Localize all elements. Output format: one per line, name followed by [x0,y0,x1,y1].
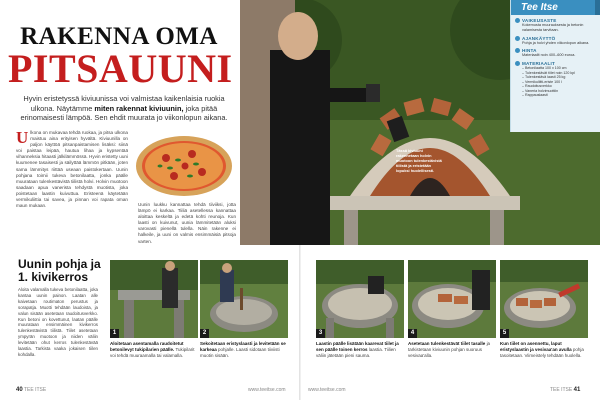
sidebar-box [510,0,600,132]
step-caption [110,341,198,358]
difficulty-icon [515,18,520,23]
step-photo-5 [500,260,588,338]
body-col1-text: lkona on mukavaa tehdä ruokaa, ja pitsa ulkona maistuu aina erityisen hyvältä. Kiviuunilla on paljon käyttöä pitsanpaistamisen lisäksi: siinä voi paistaa leipää, hautua lihaa ja kypsentää vihanneksia hitaasti jälkilämmössä. Hyvin eristetty uuni kuumenee tasaisesti ja säilyttää lämmön pitkään, joten sama lämmitys riittää useaan paistokertaan. Uunin pohjana toimii tukeva betonilaatta, jonka päälle muurataan tulenkestävistä tiilistä holvi. Holvin muotoon saadaan apua vanerista tehdystä muotista, joka poistetaan laastin kuivuttua. Eristeenä käytetään vermikuliittia tai savea, ja pinnan voi rapata oman maun mukaan. [16,130,128,209]
photo-callout: Tässä kiviuuni rakennetaan holvin muotoon tulenkestävistä tiilistä ja eristetään lopuksi huolellisesti. [396,148,442,173]
sidebar-text: Pohja ja holvi yhden viikonlopun aikana. [522,40,590,45]
step-5 [500,260,588,358]
material-item: – Betonilaatta 100 x 100 cm [522,66,596,71]
material-item: – Tulenkestävät tiilet noin 120 kpl [522,71,596,76]
sidebar-label: HINTA [522,48,537,54]
step-caption-bold: Sekoitetaan eristyslaasti ja levitetään se karkeaa [200,341,286,352]
step-caption-text: Tukipilarit voi tehdä muuraamalla tai valamalla. [110,346,195,358]
sidebar-section-time [511,33,600,46]
left-folio-url: www.teeitse.com [248,387,286,393]
right-folio [550,387,580,393]
section-title [18,258,101,284]
lead-tail: joka pitää erinomaisesti lämpöä. Sen ehdit muurata jo viikonlopun aikana. [20,103,228,122]
step-3 [316,260,404,358]
lead-bold: miten rakennat kiviuunin, [94,103,184,113]
pizza-illustration [132,128,236,200]
step-caption [200,341,288,358]
material-item: – Rappauslaasti [522,93,596,98]
step-caption-bold: Laastin päälle lisätään kaarevat tiilet ja sen päälle toinen kerros [316,341,399,352]
step-4 [408,260,496,358]
article-title [8,23,233,91]
sidebar-text: Materiaalit noin 400–600 euroa. [522,53,576,58]
clock-icon [515,36,520,41]
sidebar-label: MATERIAALIT [522,61,555,67]
sidebar-header-text: Tee Itse [521,2,558,13]
left-folio [16,387,46,393]
lead-intro: Hyvin eristetyssä kiviuunissa voi valmistaa kaikenlaisia ruokia ulkona. Näytämme [23,94,225,113]
drop-cap: U [16,130,29,147]
sidebar-label: AJANKÄYTTÖ [522,35,556,41]
step-photo-4 [408,260,496,338]
left-folio-brand: TEE ITSE [24,387,47,393]
step-photo-2 [200,260,288,338]
title-line-2: PITSAUUNI [8,46,233,91]
step-caption-bold: Asetetaan tulenkestävät tiilet tasalle [408,341,486,346]
sidebar-section-materials [511,58,600,98]
title-line-1: RAKENNA OMA [20,23,218,50]
lead-paragraph [14,94,234,123]
material-item: – Vaneria holvimuottiin [522,89,596,94]
material-item: – Vermikuliitti-eriste 100 l [522,80,596,85]
materials-list [515,66,596,98]
step-number: 5 [500,329,509,338]
sidebar-header-tab [595,0,600,15]
step-number: 2 [200,329,209,338]
step-caption-bold: Aloitetaan asentamalla raudoitetut betonilevyt tukipilarien päälle. [110,341,184,352]
step-caption-text: ja tarkistetaan kiviuunin pohjan suoruus vesivaa'alla. [408,341,491,358]
step-number: 3 [316,329,325,338]
body-column-1 [16,130,128,254]
step-caption-text: pohjalle. Laasti sidotaan tiiviisti muotin sisään. [200,346,280,358]
sidebar-section-price [511,45,600,58]
step-caption [500,341,588,358]
step-caption-text: pohja tasoitetaan. Viimeistely tehdään huolella. [500,346,584,358]
right-page-number: 41 [573,387,581,393]
step-1 [110,260,198,358]
right-folio-url: www.teeitse.com [308,387,346,393]
section-title-line-2: 1. kivikerros [18,270,89,284]
section-body: Aloita valamalla tukeva betonilaatta, joka kantaa uunin painon. Laatan alle kaivetaan routimaton perustus ja sorapatja. Muotti tehdään laudoista, ja valun sisään asetetaan raudoitusverkko. Kun betoni on kovettunut, laatan päälle muurataan ensimmäinen kivikerros tulenkestävistä tiilistä. Tiilet asetetaan ympyrän muotoon ja niiden väliin levitetään ohut kerros tulenkestävää laastia. Tarkista vaaka jokaisen tiilen kohdalla. [18,287,98,357]
sidebar-section-difficulty [511,15,600,33]
sidebar-text: Kokemusta muurauksesta ja betonin valamisesta tarvitaan. [522,23,584,32]
step-2 [200,260,288,358]
step-number: 4 [408,329,417,338]
step-caption-text: laastia. Tiilien väliin jätetään pieni sauma. [316,346,396,358]
sidebar-header [511,0,600,15]
step-number: 1 [110,329,119,338]
step-photo-1 [110,260,198,338]
step-caption [408,341,496,358]
step-photo-3 [316,260,404,338]
step-caption [316,341,404,358]
section-title-line-1: Uunin pohja ja [18,257,101,271]
material-item: – Raudoitusverkko [522,84,596,89]
material-item: – Tulenkestävä laasti 25 kg [522,75,596,80]
sidebar-label: VAIKEUSASTE [522,18,557,23]
step-caption-bold: Kun tiilet on asennettu, laput eristyslaastin ja vesivaa'an avulla [500,341,572,352]
right-folio-brand: TEE ITSE [550,387,573,393]
left-page-number: 40 [16,387,23,393]
body-column-2: Uunin luukku kannattaa tehdä tiiviiksi, jotta lämpö ei karkaa. Tiiliä asetellessa kannattaa aloittaa keskeltä ja edetä kohti reunoja. Kun laasti on kuivunut, uunia lämmitetään aluksi varovasti pienellä tulella. Näin rakenne ei halkeile, ja uuni on valmis ensimmäisiä pitsoja varten. [138,202,236,244]
